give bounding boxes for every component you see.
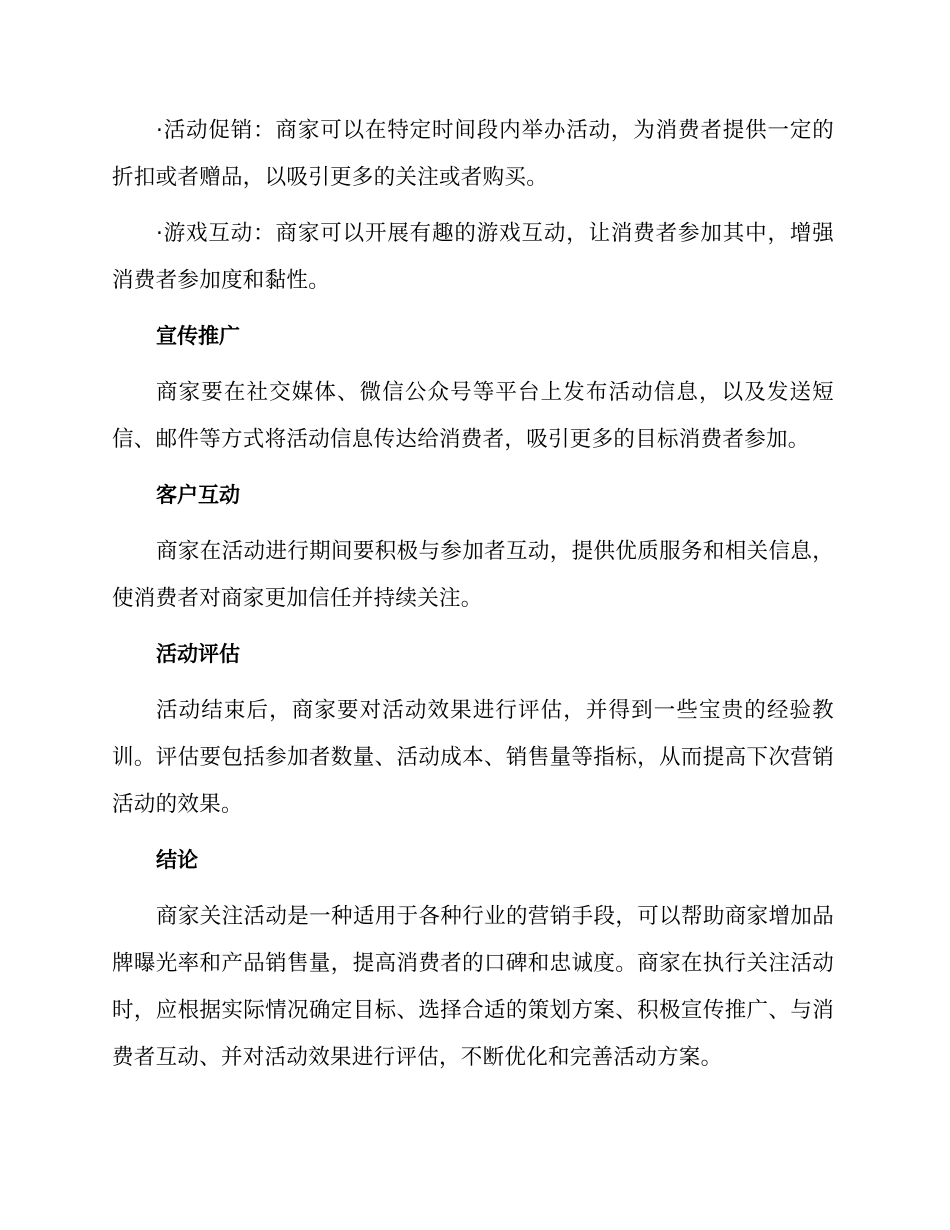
bullet-game-interaction: ·游戏互动：商家可以开展有趣的游戏互动，让消费者参加其中，增强消费者参加度和黏性。 [112,221,834,293]
heading-promotion: 宣传推广 [156,324,240,348]
heading-activity-evaluation: 活动评估 [156,642,240,666]
paragraph-promotion: 商家要在社交媒体、微信公众号等平台上发布活动信息，以及发送短信、邮件等方式将活动信息传达给消费者，吸引更多的目标消费者参加。 [112,380,834,452]
paragraph-activity-evaluation: 活动结束后，商家要对活动效果进行评估，并得到一些宝贵的经验教训。评估要包括参加者数量、活动成本、销售量等指标，从而提高下次营销活动的效果。 [112,698,834,817]
bullet-activity-promotion: ·活动促销：商家可以在特定时间段内举办活动，为消费者提供一定的折扣或者赠品，以吸引更多的关注或者购买。 [112,118,834,190]
heading-conclusion: 结论 [156,848,198,872]
heading-customer-interaction: 客户互动 [156,483,240,507]
paragraph-conclusion: 商家关注活动是一种适用于各种行业的营销手段，可以帮助商家增加品牌曝光率和产品销售量，提高消费者的口碑和忠诚度。商家在执行关注活动时，应根据实际情况确定目标、选择合适的策划方案、积极宣传推广、与消费者互动、并对活动效果进行评估，不断优化和完善活动方案。 [112,904,834,1070]
paragraph-customer-interaction: 商家在活动进行期间要积极与参加者互动，提供优质服务和相关信息，使消费者对商家更加信任并持续关注。 [112,539,834,611]
document-page [112,107,834,1081]
